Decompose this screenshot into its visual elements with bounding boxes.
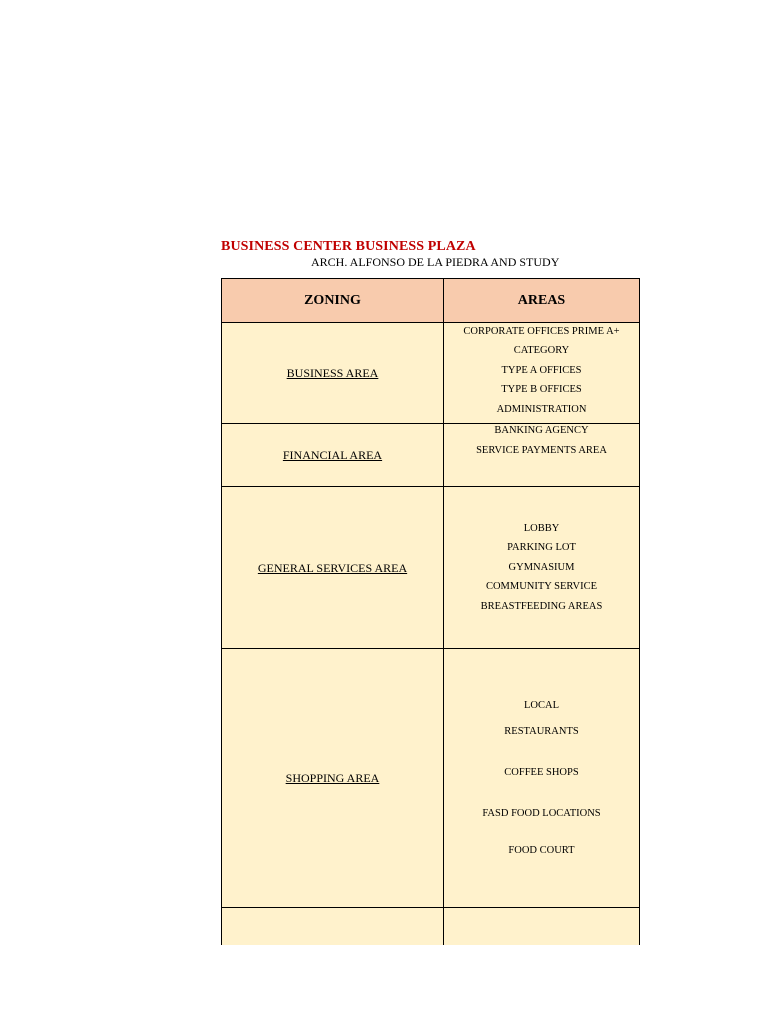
table-row <box>222 323 640 424</box>
zone-name: GENERAL SERVICES AREA <box>257 560 408 575</box>
area-item: TYPE A OFFICES <box>501 364 582 376</box>
area-item: CATEGORY <box>513 345 570 357</box>
document-title: BUSINESS CENTER BUSINESS PLAZA <box>221 239 476 254</box>
area-item: BANKING AGENCY <box>494 425 589 436</box>
zone-name: BUSINESS AREA <box>286 366 379 380</box>
area-item: CORPORATE OFFICES PRIME A+ <box>463 325 620 337</box>
areas-cell <box>444 649 640 908</box>
zone-cell <box>222 323 444 424</box>
area-item: FOOD COURT <box>508 844 575 856</box>
area-item: PARKING LOT <box>507 542 576 554</box>
area-list <box>444 421 639 483</box>
area-item: LOBBY <box>523 522 560 534</box>
document-subtitle: ARCH. ALFONSO DE LA PIEDRA AND STUDY <box>311 255 560 269</box>
zoning-table <box>221 278 640 946</box>
zone-cell <box>222 424 444 487</box>
header-areas: AREAS <box>444 279 640 323</box>
area-item: RESTAURANTS <box>504 725 579 737</box>
page-cutoff <box>200 945 660 1035</box>
zone-name: SHOPPING AREA <box>285 771 380 785</box>
header-zoning: ZONING <box>222 279 444 323</box>
area-item: TYPE B OFFICES <box>501 384 582 396</box>
area-list <box>444 322 639 422</box>
area-item: COFFEE SHOPS <box>504 766 579 778</box>
areas-cell <box>444 908 640 947</box>
area-item: COMMUNITY SERVICE <box>485 581 598 593</box>
zone-cell <box>222 908 444 947</box>
area-item: GYMNASIUM <box>508 561 575 573</box>
table-header-row <box>222 279 640 323</box>
area-item: ADMINISTRATION <box>496 403 587 415</box>
zone-name: FINANCIAL AREA <box>282 448 383 462</box>
table-row-empty <box>222 908 640 947</box>
area-list <box>444 487 639 648</box>
areas-cell <box>444 487 640 649</box>
area-item: BREASTFEEDING AREAS <box>480 600 603 612</box>
table-row <box>222 649 640 908</box>
zone-cell <box>222 649 444 908</box>
area-item: SERVICE PAYMENTS AREA <box>476 444 607 456</box>
areas-cell <box>444 424 640 487</box>
zone-cell <box>222 487 444 649</box>
table-row <box>222 424 640 487</box>
area-list <box>444 649 639 907</box>
areas-cell <box>444 323 640 424</box>
area-item: FASD FOOD LOCATIONS <box>482 807 601 819</box>
table-row <box>222 487 640 649</box>
area-item: LOCAL <box>524 699 559 711</box>
